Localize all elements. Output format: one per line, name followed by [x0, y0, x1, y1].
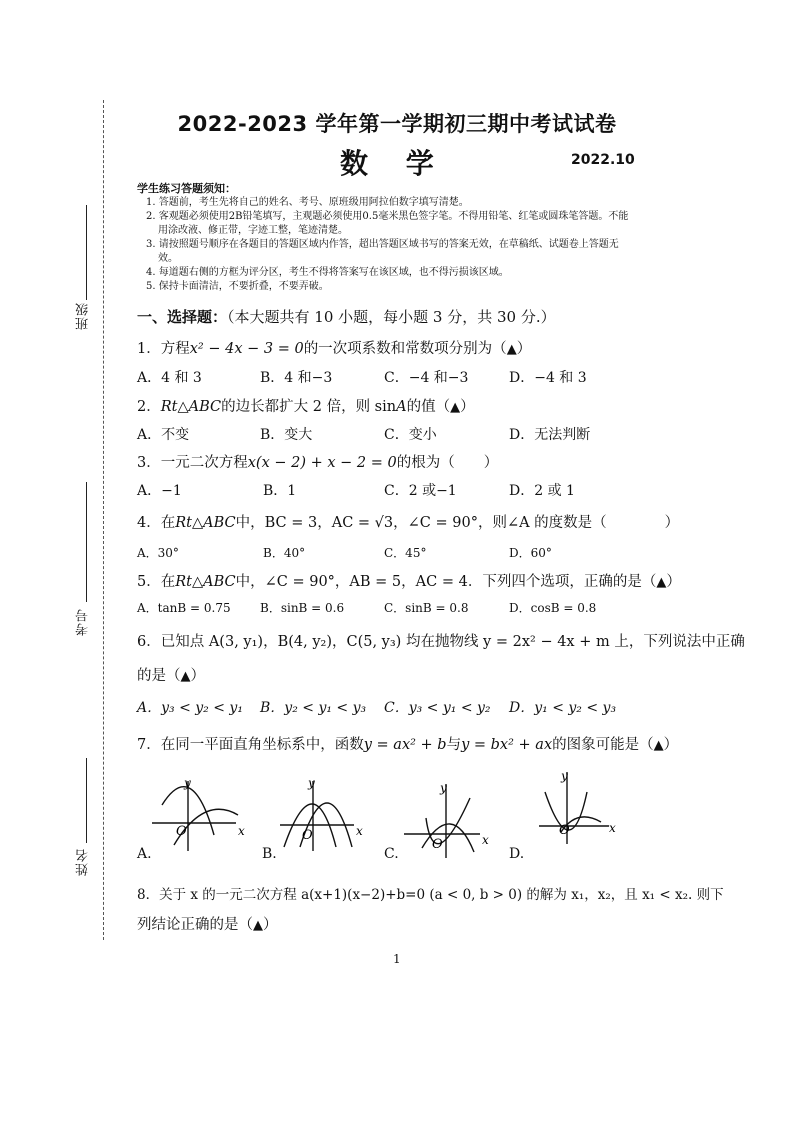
- q2-option-c: C．变小: [384, 427, 437, 443]
- answer-mark-icon: ▲: [253, 918, 263, 933]
- section-heading-detail: （本大题共有 10 小题，每小题 3 分，共 30 分.）: [227, 308, 556, 326]
- q1-option-c: C．−4 和−3: [384, 370, 469, 386]
- question-5: [137, 570, 681, 591]
- q4-text: 中，BC = 3，AC = √3，∠C = 90°，则∠A 的度数是（ ）: [235, 515, 680, 531]
- q6-text: 的是（: [137, 668, 181, 684]
- q2-option-a: A．不变: [137, 427, 190, 443]
- note-line: 效。: [158, 253, 178, 264]
- class-field-line: [86, 205, 87, 300]
- question-1: [137, 337, 531, 358]
- q1-option-d: D．−4 和 3: [509, 370, 587, 386]
- origin-label: O: [302, 828, 313, 843]
- q5-triangle: Rt△ABC: [175, 574, 236, 590]
- exam-no-label: 考号: [76, 608, 91, 636]
- q5-option-d: D．cosB = 0.8: [509, 601, 597, 615]
- q7-function-2: y = bx² + ax: [461, 737, 553, 753]
- note-line: 5. 保持卡面清洁，不要折叠，不要弄破。: [146, 281, 329, 292]
- q7-option-a: A.: [137, 846, 152, 862]
- q3-option-c: C．2 或−1: [384, 483, 457, 499]
- q6-option-a: A．y₃ < y₂ < y₁: [137, 700, 243, 716]
- exam-title: 2022-2023 学年第一学期初三期中考试试卷: [177, 112, 617, 136]
- answer-mark-icon: ▲: [656, 575, 667, 590]
- origin-label: O: [559, 823, 570, 838]
- q7-prefix: 7．在同一平面直角坐标系中，函数: [137, 737, 364, 753]
- q5-option-b: B．sinB = 0.6: [260, 601, 345, 615]
- origin-label: O: [432, 837, 443, 852]
- exam-date: 2022.10: [571, 152, 635, 168]
- x-axis-label: x: [482, 833, 489, 847]
- q2-triangle: Rt△ABC: [160, 399, 222, 415]
- q8-text: 列结论正确的是（: [137, 917, 253, 933]
- question-6-line-1: 6．已知点 A(3, y₁)，B(4, y₂)，C(5, y₃) 均在抛物线 y = 2x² − 4x + m 上，下列说法中正确: [137, 634, 745, 650]
- q2-option-d: D．无法判断: [509, 427, 591, 443]
- q7-text: 的图象可能是（: [552, 737, 654, 753]
- answer-mark-icon: ▲: [450, 400, 461, 415]
- note-line: 2. 客观题必须使用2B铅笔填写，主观题必须使用0.5毫米黑色签字笔。不得用铅笔、红笔或圆珠笔答题。不能: [146, 211, 629, 222]
- question-2: [137, 395, 475, 416]
- note-line: 用涂改液、修正带，字迹工整，笔迹清楚。: [158, 225, 348, 236]
- q7-option-c: C.: [384, 846, 399, 862]
- question-8-line-2: [137, 913, 278, 934]
- question-8-line-1: 8．关于 x 的一元二次方程 a(x+1)(x−2)+b=0 (a < 0, b > 0) 的解为 x₁，x₂，且 x₁ < x₂. 则下: [137, 887, 724, 903]
- name-field-line: [86, 758, 87, 843]
- question-7: [137, 733, 678, 754]
- binding-dashed-line: [103, 100, 104, 940]
- q7-function-1: y = ax² + b: [363, 737, 447, 753]
- answer-mark-icon: ▲: [506, 342, 517, 357]
- name-label: 姓名: [76, 848, 91, 876]
- x-axis-label: x: [238, 824, 245, 838]
- q2-text-2: 的值（: [406, 399, 451, 415]
- q4-option-a: A．30°: [137, 546, 179, 560]
- q3-option-a: A．−1: [137, 483, 182, 499]
- q7-graph-a: [152, 775, 252, 855]
- page-number: 1: [393, 952, 401, 966]
- y-axis-label: y: [561, 769, 568, 783]
- q5-prefix: 5．在: [137, 574, 176, 590]
- class-label: 班级: [76, 302, 91, 330]
- q2-close: ）: [460, 399, 475, 415]
- q2-option-b: B．变大: [260, 427, 313, 443]
- q2-prefix: 2．: [137, 399, 161, 415]
- q6-option-d: D．y₁ < y₂ < y₃: [509, 700, 617, 716]
- q1-close: ）: [516, 341, 532, 357]
- subject-title: 数 学: [340, 147, 448, 180]
- q4-option-b: B．40°: [263, 546, 306, 560]
- note-line: 4. 每道题右侧的方框为评分区，考生不得将答案写在该区域，也不得污损该区域。: [146, 267, 509, 278]
- answer-mark-icon: ▲: [653, 738, 664, 753]
- q6-option-b: B．y₂ < y₁ < y₃: [260, 700, 367, 716]
- q7-and: 与: [446, 737, 462, 753]
- q7-close: ）: [663, 737, 679, 753]
- q6-option-c: C．y₃ < y₁ < y₂: [384, 700, 491, 716]
- q2-angle: A: [396, 399, 407, 415]
- x-axis-label: x: [609, 821, 616, 835]
- q5-option-a: A．tanB = 0.75: [137, 601, 231, 615]
- note-line: 1. 答题前，考生先将自己的姓名、考号、原班级用阿拉伯数字填写清楚。: [146, 197, 469, 208]
- q3-option-d: D．2 或 1: [509, 483, 575, 499]
- x-axis-label: x: [356, 824, 363, 838]
- q1-option-b: B．4 和−3: [260, 370, 333, 386]
- note-line: 3. 请按照题号顺序在各题目的答题区域内作答，超出答题区域书写的答案无效，在草稿纸、试题卷上答题无: [146, 239, 619, 250]
- section-heading: [137, 306, 556, 327]
- q7-graph-d: [537, 768, 617, 848]
- q4-triangle: Rt△ABC: [175, 515, 236, 531]
- q4-option-c: C．45°: [384, 546, 427, 560]
- q5-close: ）: [666, 574, 681, 590]
- q8-close: ）: [263, 917, 278, 933]
- q3-text: 的根为（ ）: [396, 455, 499, 471]
- section-heading-label: 一、选择题：: [137, 308, 228, 326]
- question-6-line-2: [137, 664, 205, 685]
- q3-equation: x(x − 2) + x − 2 = 0: [247, 455, 397, 471]
- question-4: [137, 511, 679, 532]
- q5-option-c: C．sinB = 0.8: [384, 601, 469, 615]
- q4-prefix: 4．在: [137, 515, 176, 531]
- y-axis-label: y: [308, 776, 315, 790]
- q3-prefix: 3．一元二次方程: [137, 455, 248, 471]
- q1-text: 的一次项系数和常数项分别为（: [303, 341, 507, 357]
- q1-prefix: 1．方程: [137, 341, 190, 357]
- q4-option-d: D．60°: [509, 546, 552, 560]
- q3-option-b: B．1: [263, 483, 297, 499]
- y-axis-label: y: [184, 776, 191, 790]
- q5-text: 中，∠C = 90°，AB = 5，AC = 4．下列四个选项，正确的是（: [235, 574, 657, 590]
- answer-mark-icon: ▲: [180, 669, 191, 684]
- q2-text: 的边长都扩大 2 倍，则 sin: [221, 399, 397, 415]
- q7-option-b: B.: [262, 846, 277, 862]
- q7-graph-b: [278, 775, 368, 855]
- exam-no-field-line: [86, 482, 87, 602]
- notes-title: 学生练习答题须知：: [137, 182, 236, 195]
- q6-close: ）: [190, 668, 205, 684]
- q1-equation: x² − 4x − 3 = 0: [189, 341, 304, 357]
- question-3: [137, 451, 498, 472]
- q7-graph-c: [402, 778, 494, 860]
- q7-option-d: D.: [509, 846, 525, 862]
- origin-label: O: [176, 824, 187, 839]
- q1-option-a: A．4 和 3: [137, 370, 202, 386]
- y-axis-label: y: [440, 781, 447, 795]
